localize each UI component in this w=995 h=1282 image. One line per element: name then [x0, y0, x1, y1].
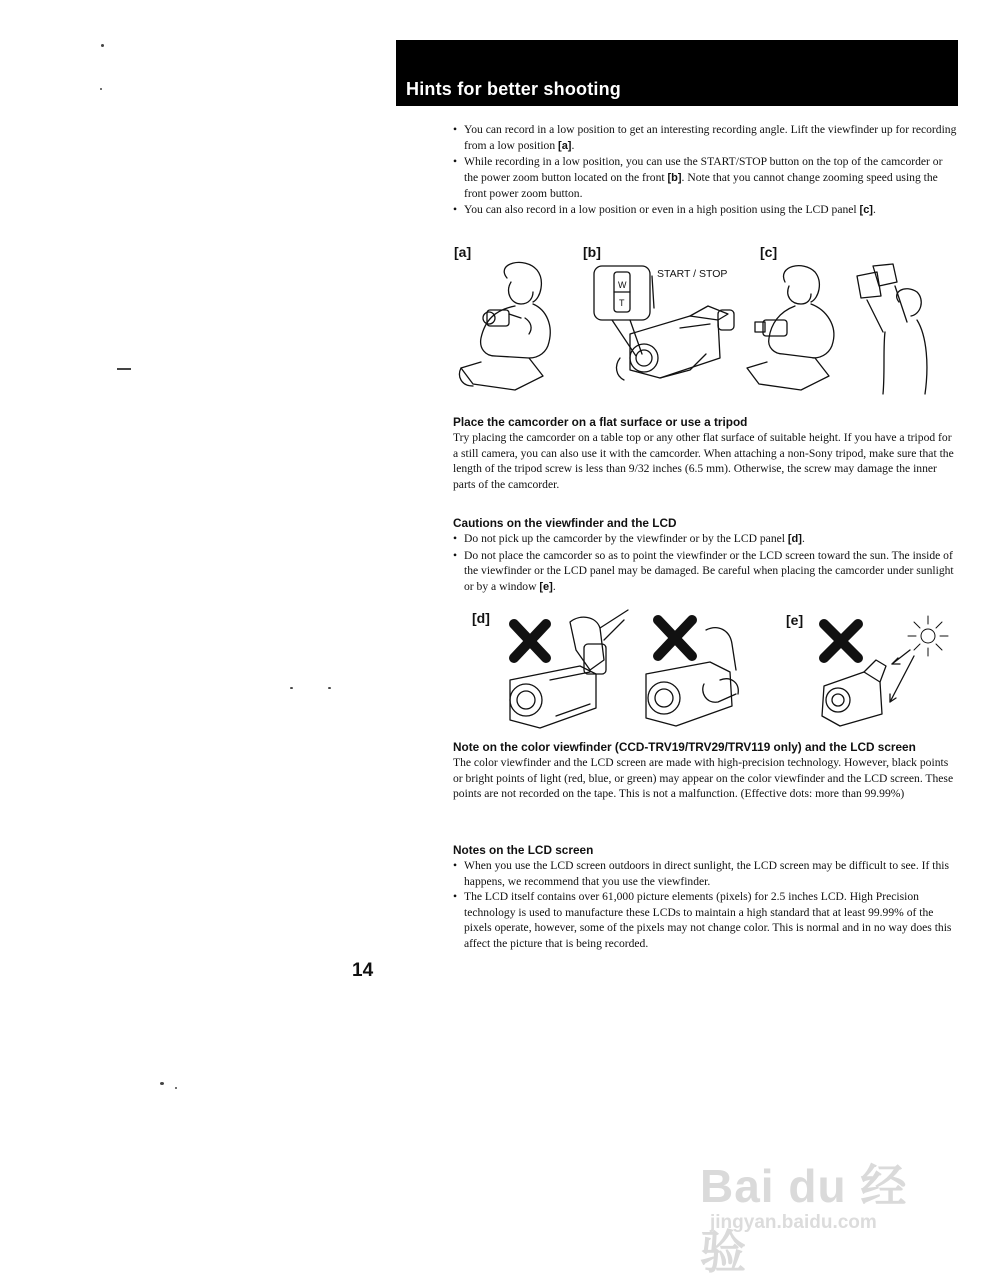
list-item: • When you use the LCD screen outdoors in direct sunlight, the LCD screen may be difficult to see. If this happens, we recommend that you use the viewfinder. — [453, 858, 959, 889]
watermark-url: jingyan.baidu.com — [710, 1212, 877, 1233]
section-heading: Note on the color viewfinder (CCD-TRV19/TRV29/TRV119 only) and the LCD screen — [453, 740, 916, 754]
list-item: • You can also record in a low position or even in a high position using the LCD panel [c]. — [453, 202, 959, 219]
illustration-low-angle-shooting — [455, 258, 575, 398]
page-number: 14 — [352, 960, 374, 981]
illustration-do-not-point-at-sun — [810, 610, 960, 730]
figure-ref: [a] — [558, 139, 572, 152]
scan-speck — [175, 1087, 177, 1089]
list-item: • While recording in a low position, you can use the START/STOP button on the top of the camcorder or the power zoom button located on the front [b]. Note that you cannot change zooming speed using the front power zoom button. — [453, 154, 959, 202]
scan-speck — [101, 44, 104, 47]
zoom-w-label: W — [618, 280, 627, 290]
lcd-notes-bullet-list — [453, 858, 959, 952]
section-body: Try placing the camcorder on a table top or any other flat surface of suitable height. If you have a tripod for a still camera, you can also use it with the camcorder. When attaching a non-Sony tripod, make sure that the length of the tripod screw is less than 9/32 inches (6.5 mm). Otherwise, the screw may damage the inner parts of the camcorder. — [453, 431, 954, 491]
watermark — [700, 1150, 940, 1278]
tripod-section — [453, 414, 959, 492]
lcd-notes-section — [453, 842, 959, 952]
list-item: • Do not place the camcorder so as to point the viewfinder or the LCD screen toward the sun. The inside of the viewfinder or the LCD panel may be damaged. Be careful when placing the camcorder under sunlight or by a window [e]. — [453, 548, 959, 596]
intro-section — [453, 122, 959, 219]
figure-label-d: [d] — [472, 610, 490, 626]
start-stop-callout: START / STOP — [657, 268, 728, 280]
scan-speck — [100, 88, 102, 90]
page-title: Hints for better shooting — [406, 79, 621, 99]
section-heading: Place the camcorder on a flat surface or use a tripod — [453, 415, 748, 429]
cautions-bullet-list — [453, 531, 959, 595]
color-viewfinder-section — [453, 739, 959, 802]
watermark-logo: Bai du 经验 — [700, 1160, 908, 1278]
scan-speck — [328, 687, 331, 689]
scan-speck — [160, 1082, 164, 1085]
intro-bullet-list — [453, 122, 959, 219]
sun-icon — [908, 616, 948, 656]
section-body: The color viewfinder and the LCD screen are made with high-precision technology. However, black points or bright points of light (red, blue, or green) may appear on the color viewfinder and the LCD screen. These points are not recorded on the tape. This is not a malfunction. (Effective dots: more than 99.99%) — [453, 756, 954, 801]
illustration-do-not-lift-by-viewfinder — [500, 610, 630, 735]
figure-label-e: [e] — [786, 612, 804, 628]
section-header-bar — [396, 40, 958, 106]
illustration-do-not-lift-by-lcd — [640, 610, 750, 735]
list-item: • Do not pick up the camcorder by the viewfinder or by the LCD panel [d]. — [453, 531, 959, 548]
section-heading: Cautions on the viewfinder and the LCD — [453, 516, 677, 530]
illustration-front-zoom-button — [590, 258, 750, 398]
figure-label-a: [a] — [454, 244, 472, 260]
zoom-t-label: T — [619, 298, 625, 308]
figure-ref: [e] — [539, 580, 553, 593]
scan-speck — [290, 687, 293, 689]
list-item: • The LCD itself contains over 61,000 picture elements (pixels) for 2.5 inches LCD. High Precision technology is used to manufacture these LCDs to maintain a high standard that at least 99.99% of the pixels operate, however, some of the pixels may not change color. This is normal and in no way does this affect the picture that is being recorded. — [453, 889, 959, 951]
illustration-lcd-low-high-position — [745, 262, 945, 397]
figure-ref: [d] — [787, 533, 802, 545]
section-heading: Notes on the LCD screen — [453, 843, 594, 857]
figure-ref: [b] — [667, 171, 682, 184]
figure-label-b: [b] — [583, 244, 601, 260]
scan-speck — [117, 368, 131, 370]
list-item: • You can record in a low position to get an interesting recording angle. Lift the viewfinder up for recording from a low position [a]. — [453, 122, 959, 154]
cautions-section — [453, 515, 959, 595]
figure-ref: [c] — [859, 203, 873, 216]
figure-label-c: [c] — [760, 244, 778, 260]
